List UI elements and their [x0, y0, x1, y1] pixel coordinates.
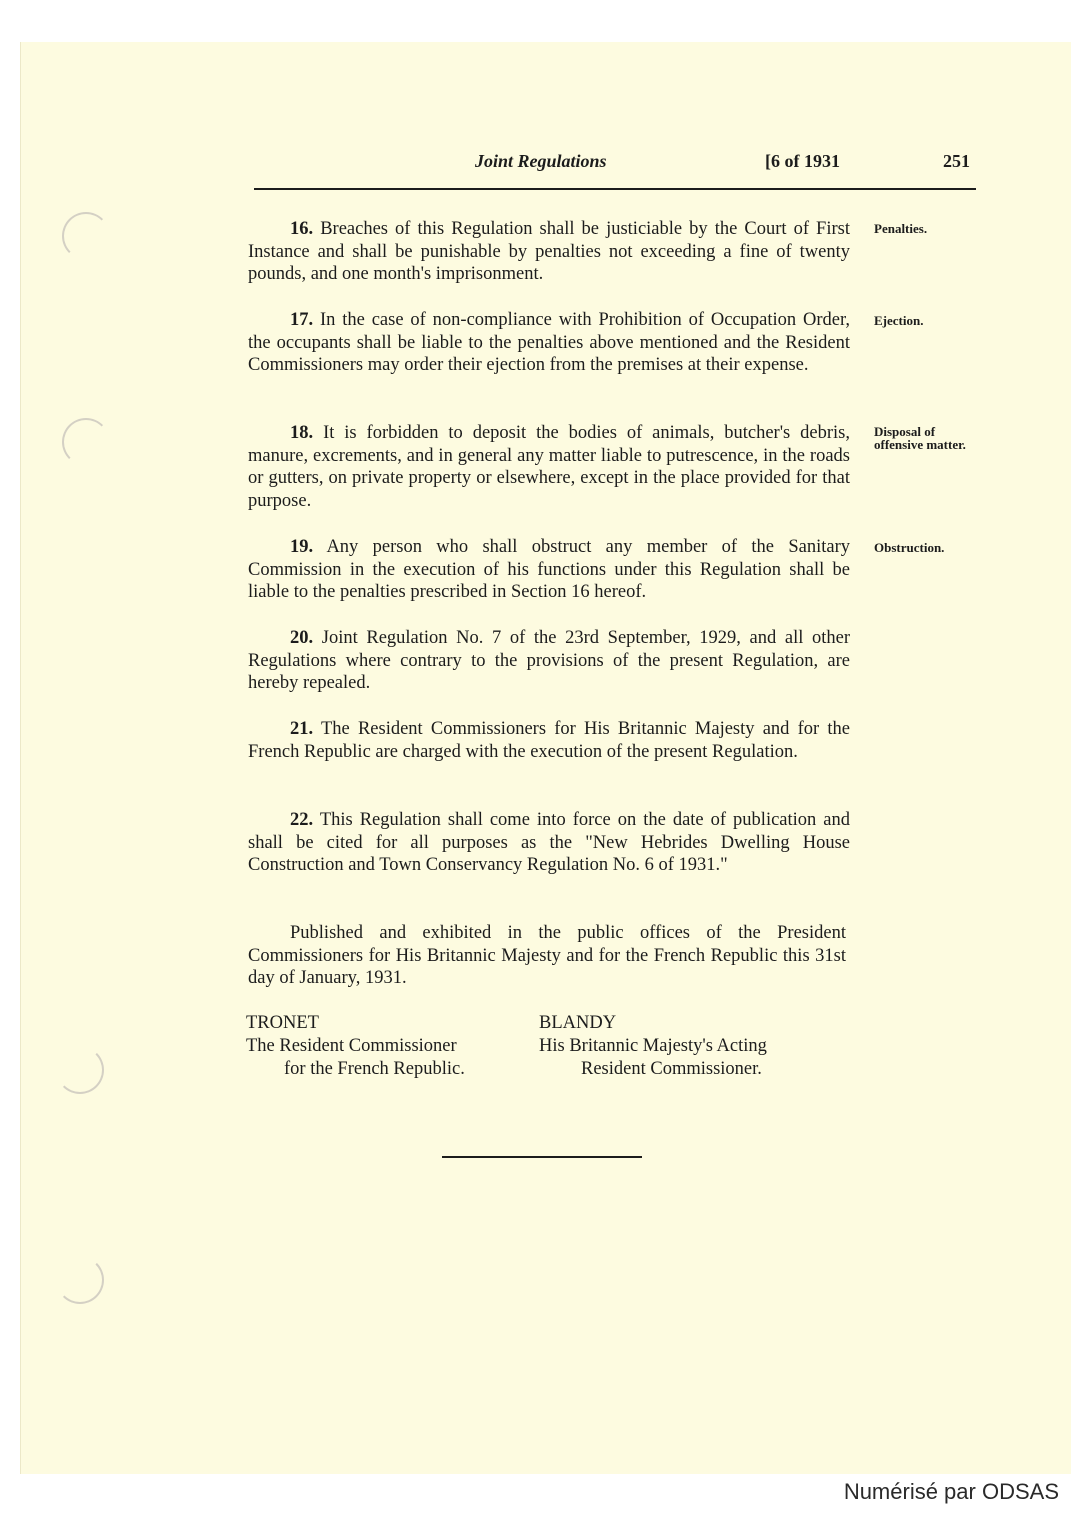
- end-rule: [442, 1156, 642, 1158]
- digitization-watermark: Numérisé par ODSAS: [843, 1479, 1059, 1504]
- margin-note-ejection: Ejection.: [874, 313, 924, 328]
- signature-title-line: The Resident Commissioner: [246, 1036, 457, 1056]
- section-22: [248, 809, 850, 877]
- signature-name: TRONET: [246, 1013, 319, 1033]
- punch-hole-3: [56, 1046, 104, 1094]
- section-text: This Regulation shall come into force on the date of publication and shall be cited for all purposes as the "New Hebrides Dwelling House Construction and Town Conservancy Regulation No. 6 of 1931.": [248, 810, 850, 876]
- section-16: [248, 218, 850, 286]
- section-number: 21.: [290, 719, 314, 739]
- margin-note-obstruction: Obstruction.: [874, 540, 945, 555]
- section-number: 17.: [290, 310, 314, 330]
- section-text: The Resident Commissioners for His Britannic Majesty and for the French Republic are charged with the execution of the present Regulation.: [248, 719, 850, 762]
- margin-note-disposal: Disposal of offensive matter.: [874, 424, 966, 452]
- header-page-number: 251: [943, 151, 970, 171]
- punch-hole-1: [62, 212, 110, 260]
- section-text: It is forbidden to deposit the bodies of animals, butcher's debris, manure, excrements, and in general any matter liable to putrescence, in the roads or gutters, on private property or elsewhere, except in the place provided for that purpose.: [248, 423, 851, 512]
- page-header: [0, 148, 1073, 178]
- signature-british: [539, 1012, 767, 1081]
- section-number: 18.: [290, 423, 314, 443]
- section-text: Joint Regulation No. 7 of the 23rd September, 1929, and all other Regulations where contrary to the provisions of the present Regulation, are hereby repealed.: [248, 628, 851, 694]
- section-20: [248, 627, 850, 695]
- punch-hole-4: [56, 1256, 104, 1304]
- margin-note-penalties: Penalties.: [874, 221, 928, 236]
- header-rule: [254, 188, 976, 190]
- signature-title-line: His Britannic Majesty's Acting: [539, 1036, 767, 1056]
- signature-name: BLANDY: [539, 1013, 617, 1033]
- section-18: [248, 422, 850, 513]
- section-text: In the case of non-compliance with Prohibition of Occupation Order, the occupants shall be liable to the penalties above mentioned and the Resident Commissioners may order their ejection from the premises at their expense.: [248, 310, 850, 376]
- signature-title-line: Resident Commissioner.: [581, 1059, 762, 1079]
- header-title: Joint Regulations: [475, 151, 607, 171]
- signature-french: [246, 1012, 465, 1081]
- section-19: [248, 536, 850, 604]
- section-text: Breaches of this Regulation shall be justiciable by the Court of First Instance and shall be punishable by penalties not exceeding a fine of twenty pounds, and one month's imprisonment.: [248, 219, 850, 285]
- section-number: 22.: [290, 810, 314, 830]
- header-regulation-number: [6 of 1931: [765, 151, 840, 171]
- section-text: Any person who shall obstruct any member of the Sanitary Commission in the execution of his functions under this Regulation shall be liable to the penalties prescribed in Section 16 hereof.: [248, 537, 850, 603]
- punch-hole-2: [62, 418, 110, 466]
- publication-note: Published and exhibited in the public offices of the President Commissioners for His Britannic Majesty and for the French Republic this 31st day of January, 1931.: [248, 923, 846, 989]
- section-21: [248, 718, 850, 763]
- section-number: 19.: [290, 537, 314, 557]
- section-number: 20.: [290, 628, 314, 648]
- section-number: 16.: [290, 219, 314, 239]
- section-17: [248, 309, 850, 377]
- signature-title-line: for the French Republic.: [284, 1059, 465, 1079]
